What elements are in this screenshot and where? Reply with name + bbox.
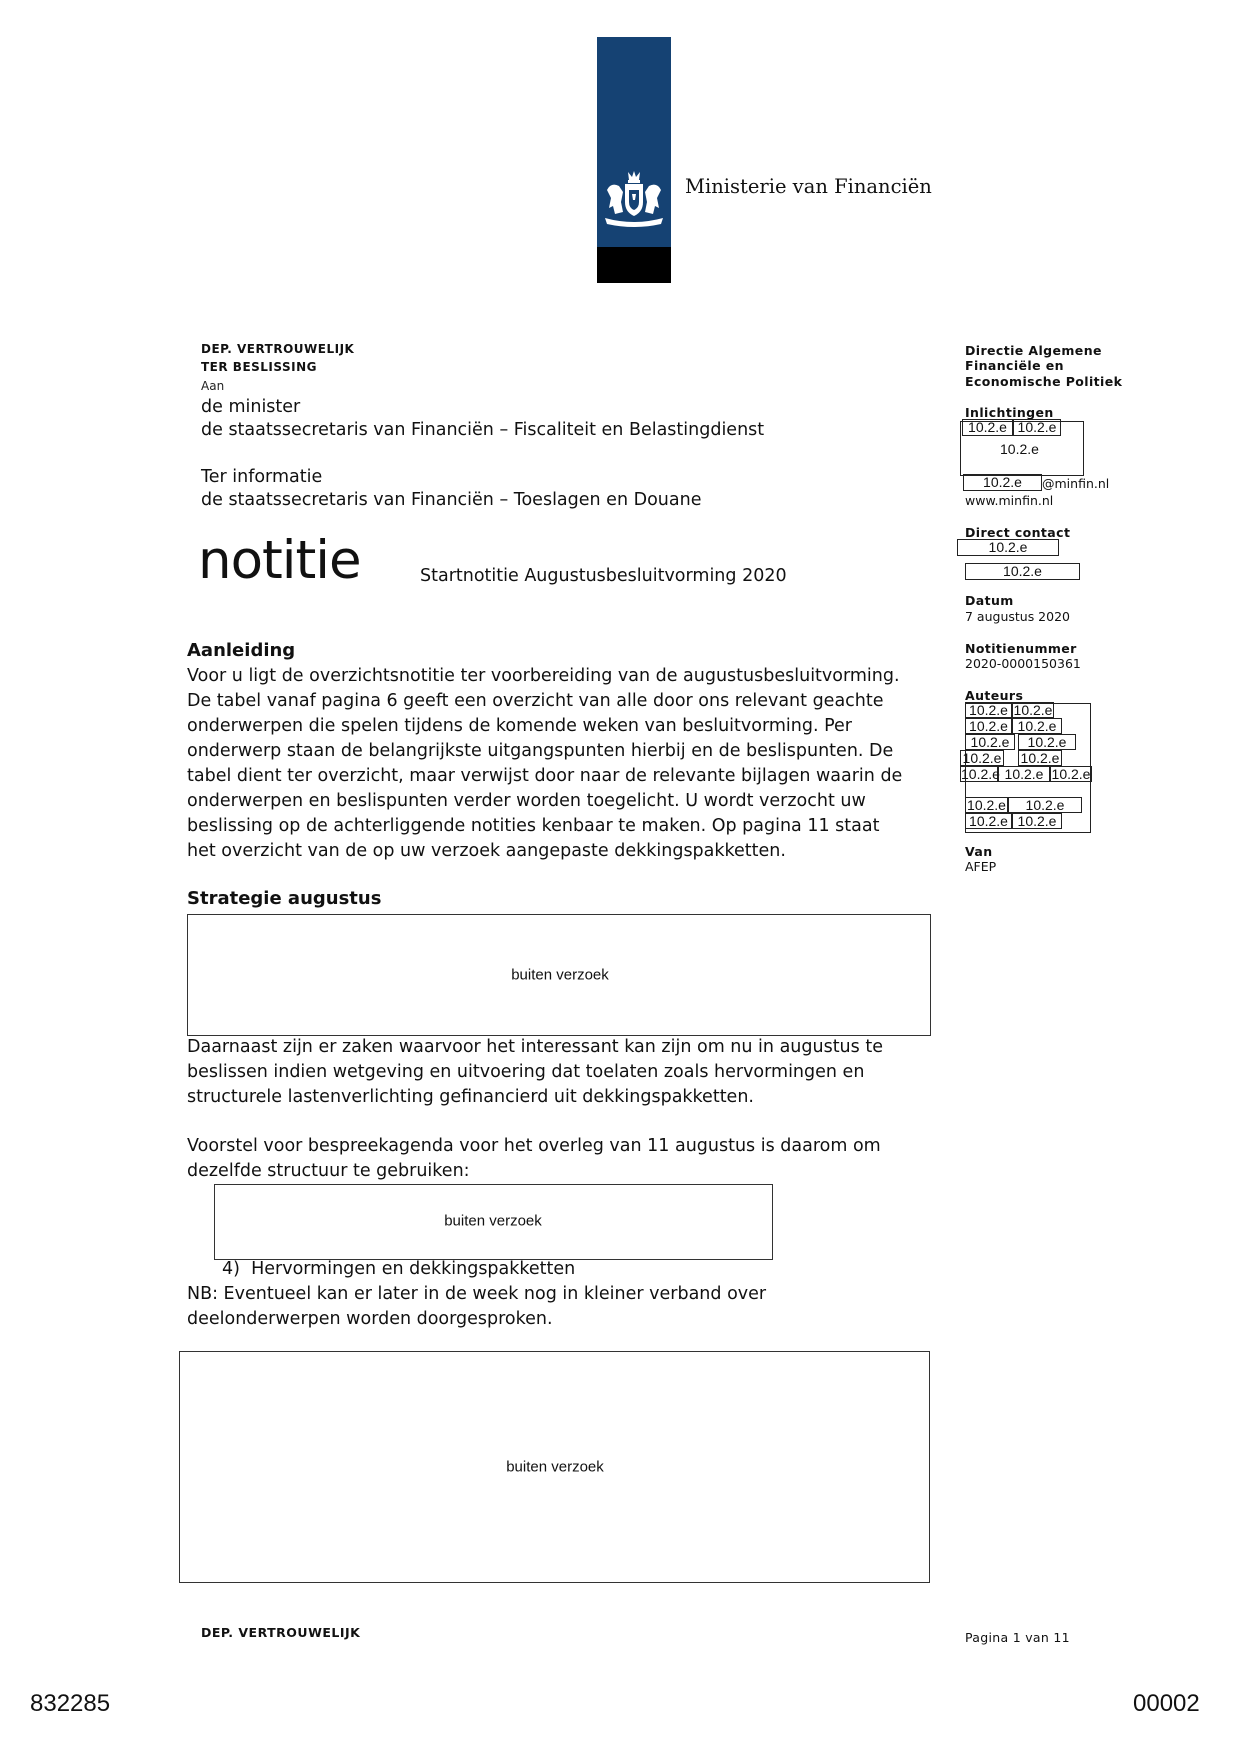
redaction-box: 10.2.e [961, 766, 1000, 782]
redaction-box: 10.2.e [965, 813, 1012, 829]
text-line: Voor u ligt de overzichtsnotitie ter voorbereiding van de augustusbesluitvorming. [187, 666, 900, 686]
text-line: onderwerpen en beslispunten verder worden toegelicht. U wordt verzocht uw [187, 791, 866, 811]
text-line: het overzicht van de op uw verzoek aangepaste dekkingspakketten. [187, 841, 786, 861]
decision-label: TER BESLISSING [201, 360, 318, 374]
nb-paragraph [187, 1282, 947, 1332]
strategie-paragraph-2 [187, 1134, 947, 1184]
text-line: onderwerpen die spelen tijdens de komende weken van besluitvorming. Per [187, 716, 852, 736]
redaction-box: 10.2.e [1018, 750, 1062, 766]
redaction-box: 10.2.e [1012, 718, 1062, 734]
classification-label: DEP. VERTROUWELIJK [201, 342, 355, 356]
strategie-heading: Strategie augustus [187, 888, 382, 909]
van-label: Van [965, 844, 993, 859]
direct-contact-label: Direct contact [965, 525, 1071, 540]
doc-type-word: notitie [198, 530, 361, 591]
redaction-box: 10.2.e [1013, 419, 1061, 436]
redaction-box: 10.2.e [965, 797, 1008, 813]
redacted-label: buiten verzoek [444, 1212, 542, 1230]
footer-classification: DEP. VERTROUWELIJK [201, 1625, 361, 1640]
recipient-2: de staatssecretaris van Financiën – Fiscaliteit en Belastingdienst [201, 420, 765, 440]
redaction-box: 10.2.e [1008, 797, 1082, 813]
redacted-block-1 [187, 914, 931, 1036]
dept-line-3: Economische Politiek [965, 374, 1123, 389]
datum-value: 7 augustus 2020 [965, 609, 1070, 624]
redaction-box: 10.2.e [1051, 766, 1091, 782]
redaction-box: 10.2.e [957, 539, 1059, 556]
dept-line-1: Directie Algemene [965, 343, 1102, 358]
redaction-box: 10.2.e [998, 766, 1050, 782]
text-line: onderwerp staan de belangrijkste uitgangspunten hierbij en de beslispunten. De [187, 741, 894, 761]
text-line: structurele lastenverlichting gefinancierd uit dekkingspakketten. [187, 1087, 754, 1107]
redacted-label: buiten verzoek [506, 1458, 604, 1476]
info-label: Ter informatie [201, 467, 323, 487]
notitienummer-label: Notitienummer [965, 641, 1077, 656]
doc-subject: Startnotitie Augustusbesluitvorming 2020 [420, 566, 787, 586]
text-line: tabel dient ter overzicht, maar verwijst door naar de relevante bijlagen waarin de [187, 766, 903, 786]
redacted-label: buiten verzoek [511, 966, 609, 984]
text-line: Voorstel voor bespreekagenda voor het overleg van 11 augustus is daarom om [187, 1136, 881, 1156]
agenda-item-4: 4) Hervormingen en dekkingspakketten [222, 1259, 576, 1279]
doc-stamp-right: 00002 [1133, 1690, 1200, 1717]
redaction-box: 10.2.e [960, 750, 1004, 766]
van-value: AFEP [965, 859, 997, 874]
text-line: deelonderwerpen worden doorgesproken. [187, 1309, 553, 1329]
redacted-block-2 [214, 1184, 773, 1260]
redaction-box: 10.2.e [963, 474, 1042, 491]
email-suffix: @minfin.nl [1042, 476, 1110, 491]
redaction-box: 10.2.e [965, 702, 1012, 718]
dept-line-2: Financiële en [965, 358, 1064, 373]
aanleiding-heading: Aanleiding [187, 640, 296, 661]
coat-of-arms-icon [601, 168, 667, 230]
text-line: Daarnaast zijn er zaken waarvoor het interessant kan zijn om nu in augustus te [187, 1037, 883, 1057]
text-line: beslissing op de achterliggende notities kenbaar te maken. Op pagina 11 staat [187, 816, 880, 836]
notitienummer-value: 2020-0000150361 [965, 656, 1081, 671]
datum-label: Datum [965, 593, 1014, 608]
redaction-box: 10.2.e [965, 718, 1012, 734]
inlichtingen-label: Inlichtingen [965, 405, 1054, 420]
redaction-box: 10.2.e [962, 419, 1013, 436]
aan-label: Aan [201, 379, 225, 393]
text-line: De tabel vanaf pagina 6 geeft een overzicht van alle door ons relevant geachte [187, 691, 884, 711]
aanleiding-paragraph [187, 664, 947, 864]
redaction-box: 10.2.e [1018, 734, 1076, 750]
text-line: beslissen indien wetgeving en uitvoering dat toelaten zoals hervormingen en [187, 1062, 865, 1082]
logo-black-band [597, 247, 671, 283]
text-line: NB: Eventueel kan er later in de week nog in kleiner verband over [187, 1284, 767, 1304]
auteurs-label: Auteurs [965, 688, 1024, 703]
page-number: Pagina 1 van 11 [965, 1630, 1070, 1645]
info-recipient-1: de staatssecretaris van Financiën – Toeslagen en Douane [201, 490, 702, 510]
strategie-paragraph-1 [187, 1035, 947, 1110]
redaction-box: 10.2.e [965, 734, 1015, 750]
redaction-box: 10.2.e [1012, 813, 1062, 829]
redacted-block-3 [179, 1351, 930, 1583]
doc-stamp-left: 832285 [30, 1690, 111, 1717]
redaction-box: 10.2.e [965, 563, 1080, 580]
redaction-code: 10.2.e [1000, 441, 1039, 457]
redaction-box: 10.2.e [1013, 702, 1053, 718]
ministry-name: Ministerie van Financiën [685, 175, 932, 198]
recipient-1: de minister [201, 397, 301, 417]
website: www.minfin.nl [965, 493, 1054, 508]
text-line: dezelfde structuur te gebruiken: [187, 1161, 470, 1181]
